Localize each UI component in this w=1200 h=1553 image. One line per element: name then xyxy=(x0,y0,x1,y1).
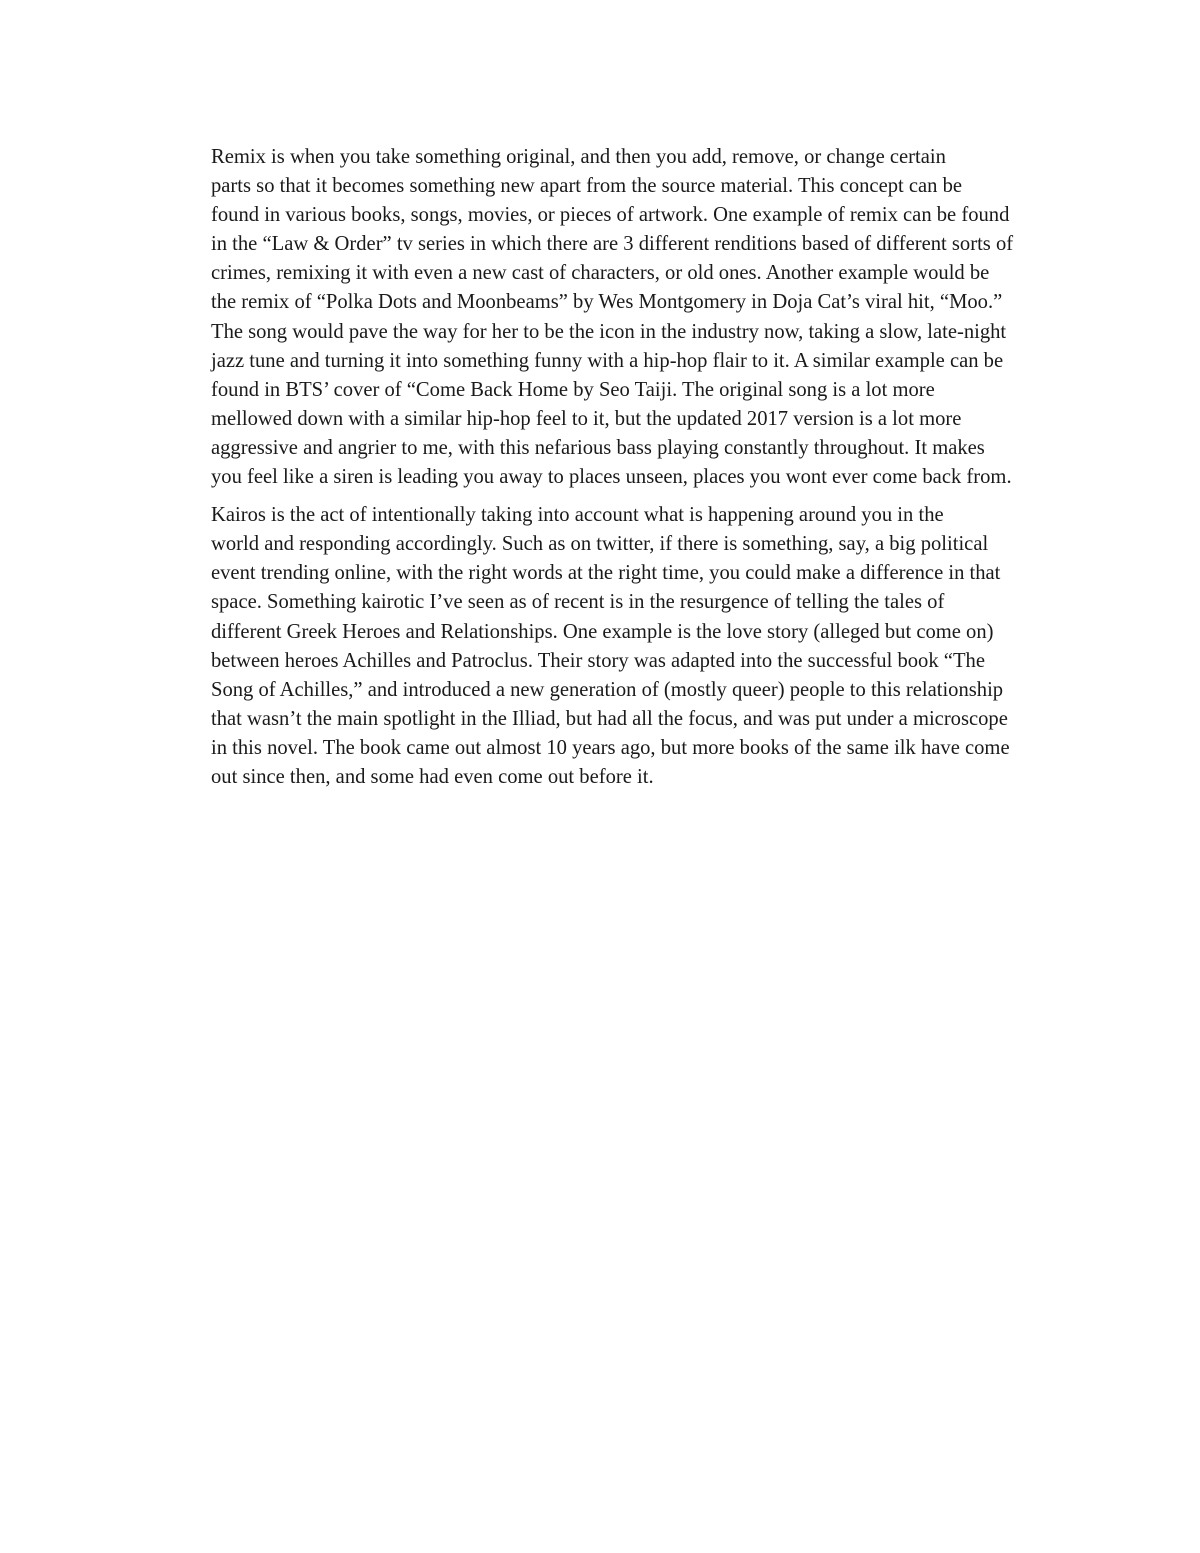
text-line: out since then, and some had even come out before it. xyxy=(211,765,654,788)
text-line: Kairos is the act of intentionally taking into account what is happening around you in the xyxy=(211,504,944,527)
text-line: found in various books, songs, movies, or pieces of artwork. One example of remix can be found xyxy=(211,204,1010,227)
text-line: Remix is when you take something original, and then you add, remove, or change certain xyxy=(211,146,946,168)
text-line: between heroes Achilles and Patroclus. Their story was adapted into the successful book “The xyxy=(211,649,985,672)
text-line: mellowed down with a similar hip-hop feel to it, but the updated 2017 version is a lot more xyxy=(211,407,962,430)
text-line: world and responding accordingly. Such as on twitter, if there is something, say, a big political xyxy=(211,533,989,556)
text-line: in this novel. The book came out almost 10 years ago, but more books of the same ilk have come xyxy=(211,736,1010,759)
text-line: that wasn’t the main spotlight in the Illiad, but had all the focus, and was put under a microscope xyxy=(211,707,1008,730)
text-line: aggressive and angrier to me, with this nefarious bass playing constantly throughout. It makes xyxy=(211,436,985,459)
text-line: event trending online, with the right words at the right time, you could make a difference in that xyxy=(211,562,1001,585)
paragraph-kairos xyxy=(141,501,1061,792)
text-line: Song of Achilles,” and introduced a new generation of (mostly queer) people to this relationship xyxy=(211,678,1004,701)
text-line: parts so that it becomes something new apart from the source material. This concept can be xyxy=(211,175,963,198)
text-line: The song would pave the way for her to be the icon in the industry now, taking a slow, late-night xyxy=(211,320,1007,343)
text-line: jazz tune and turning it into something funny with a hip-hop flair to it. A similar example can be xyxy=(211,349,1004,372)
text-line: the remix of “Polka Dots and Moonbeams” by Wes Montgomery in Doja Cat’s viral hit, “Moo.” xyxy=(211,291,1003,314)
text-line: found in BTS’ cover of “Come Back Home by Seo Taiji. The original song is a lot more xyxy=(211,378,935,401)
text-line: in the “Law & Order” tv series in which there are 3 different renditions based of different sorts of xyxy=(211,233,1014,256)
text-line: space. Something kairotic I’ve seen as of recent is in the resurgence of telling the tales of xyxy=(211,591,945,614)
paragraph-remix xyxy=(141,143,1061,492)
text-line: crimes, remixing it with even a new cast of characters, or old ones. Another example would be xyxy=(211,262,990,285)
text-line: different Greek Heroes and Relationships. One example is the love story (alleged but come on) xyxy=(211,620,994,643)
text-line: you feel like a siren is leading you away to places unseen, places you wont ever come back from. xyxy=(211,466,1012,489)
document-body xyxy=(141,143,1061,801)
